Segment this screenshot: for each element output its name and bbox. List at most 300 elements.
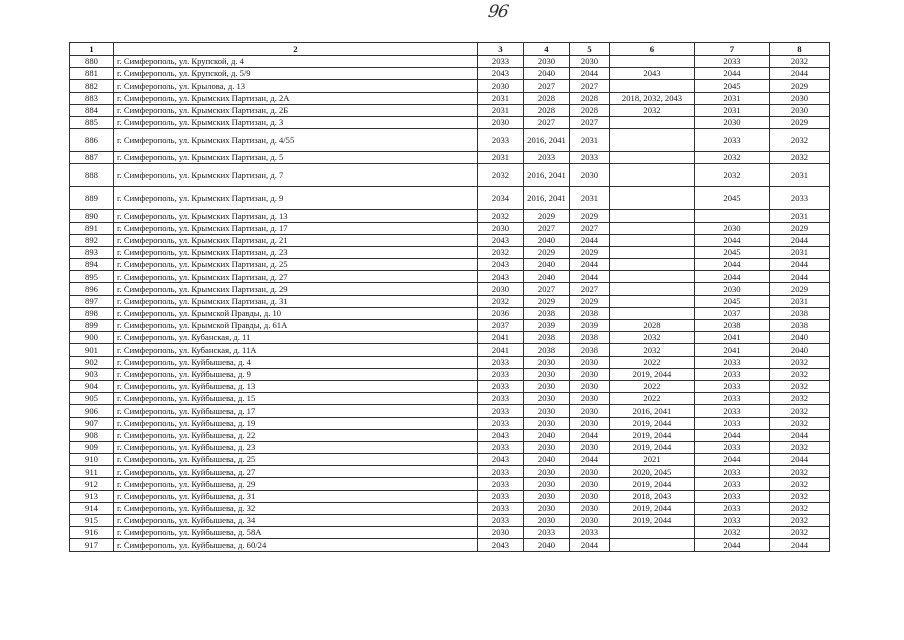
- col8-cell: 2044: [770, 429, 830, 441]
- address-cell: г. Симферополь, ул. Крымских Партизан, д. 7: [114, 164, 478, 187]
- col5-cell: 2027: [570, 80, 610, 92]
- col3-cell: 2041: [478, 344, 524, 356]
- col5-cell: 2027: [570, 283, 610, 295]
- col5-cell: 2044: [570, 454, 610, 466]
- col7-cell: 2045: [695, 187, 770, 210]
- col7-cell: 2030: [695, 116, 770, 128]
- table-row: [70, 80, 830, 92]
- col8-cell: 2040: [770, 344, 830, 356]
- col5-cell: 2030: [570, 393, 610, 405]
- row-number: 886: [70, 129, 114, 152]
- row-number: 892: [70, 234, 114, 246]
- col4-cell: 2030: [524, 380, 570, 392]
- table-row: [70, 393, 830, 405]
- header-cell: 8: [770, 43, 830, 56]
- row-number: 904: [70, 380, 114, 392]
- col7-cell: 2032: [695, 152, 770, 164]
- col8-cell: 2032: [770, 56, 830, 68]
- col5-cell: 2033: [570, 527, 610, 539]
- address-cell: г. Симферополь, ул. Крымских Партизан, д. 5: [114, 152, 478, 164]
- table-row: [70, 429, 830, 441]
- col5-cell: 2030: [570, 478, 610, 490]
- col5-cell: 2038: [570, 344, 610, 356]
- col6-cell: [610, 271, 695, 283]
- address-cell: г. Симферополь, ул. Куйбышева, д. 31: [114, 490, 478, 502]
- col5-cell: 2027: [570, 116, 610, 128]
- row-number: 893: [70, 246, 114, 258]
- col8-cell: 2032: [770, 393, 830, 405]
- row-number: 903: [70, 368, 114, 380]
- col7-cell: 2037: [695, 307, 770, 319]
- row-number: 890: [70, 210, 114, 222]
- col5-cell: 2039: [570, 320, 610, 332]
- col6-cell: 2022: [610, 380, 695, 392]
- col7-cell: 2044: [695, 454, 770, 466]
- col7-cell: 2033: [695, 502, 770, 514]
- row-number: 900: [70, 332, 114, 344]
- col4-cell: 2030: [524, 490, 570, 502]
- col6-cell: [610, 187, 695, 210]
- address-cell: г. Симферополь, ул. Куйбышева, д. 19: [114, 417, 478, 429]
- col6-cell: 2022: [610, 356, 695, 368]
- col7-cell: 2032: [695, 164, 770, 187]
- table-row: [70, 417, 830, 429]
- col8-cell: 2033: [770, 187, 830, 210]
- col4-cell: 2033: [524, 527, 570, 539]
- col7-cell: 2044: [695, 259, 770, 271]
- table-row: [70, 152, 830, 164]
- col8-cell: 2032: [770, 490, 830, 502]
- col6-cell: 2043: [610, 68, 695, 80]
- row-number: 902: [70, 356, 114, 368]
- col7-cell: 2044: [695, 234, 770, 246]
- col6-cell: 2019, 2044: [610, 515, 695, 527]
- address-cell: г. Симферополь, ул. Крымских Партизан, д. 17: [114, 222, 478, 234]
- col4-cell: 2030: [524, 405, 570, 417]
- row-number: 897: [70, 295, 114, 307]
- col5-cell: 2031: [570, 129, 610, 152]
- col7-cell: 2045: [695, 80, 770, 92]
- col8-cell: 2044: [770, 271, 830, 283]
- col3-cell: 2030: [478, 527, 524, 539]
- row-number: 896: [70, 283, 114, 295]
- col8-cell: 2040: [770, 332, 830, 344]
- table-row: [70, 539, 830, 551]
- address-cell: г. Симферополь, ул. Крымских Партизан, д. 2А: [114, 92, 478, 104]
- col3-cell: 2032: [478, 210, 524, 222]
- col6-cell: 2019, 2044: [610, 417, 695, 429]
- col5-cell: 2044: [570, 429, 610, 441]
- col3-cell: 2043: [478, 539, 524, 551]
- col5-cell: 2030: [570, 502, 610, 514]
- header-cell: 2: [114, 43, 478, 56]
- row-number: 905: [70, 393, 114, 405]
- col6-cell: 2020, 2045: [610, 466, 695, 478]
- col6-cell: 2019, 2044: [610, 368, 695, 380]
- col4-cell: 2040: [524, 271, 570, 283]
- row-number: 891: [70, 222, 114, 234]
- col4-cell: 2027: [524, 80, 570, 92]
- col7-cell: 2033: [695, 441, 770, 453]
- table-row: [70, 356, 830, 368]
- header-cell: 3: [478, 43, 524, 56]
- col3-cell: 2033: [478, 129, 524, 152]
- row-number: 884: [70, 104, 114, 116]
- col6-cell: [610, 246, 695, 258]
- address-cell: г. Симферополь, ул. Куйбышева, д. 15: [114, 393, 478, 405]
- table-row: [70, 259, 830, 271]
- col7-cell: 2033: [695, 466, 770, 478]
- table-row: [70, 405, 830, 417]
- col8-cell: 2029: [770, 283, 830, 295]
- col8-cell: 2030: [770, 92, 830, 104]
- col4-cell: 2039: [524, 320, 570, 332]
- col7-cell: 2033: [695, 129, 770, 152]
- col6-cell: 2021: [610, 454, 695, 466]
- row-number: 913: [70, 490, 114, 502]
- col8-cell: 2032: [770, 417, 830, 429]
- row-number: 899: [70, 320, 114, 332]
- header-row: [70, 43, 830, 56]
- col3-cell: 2033: [478, 56, 524, 68]
- col6-cell: [610, 295, 695, 307]
- col6-cell: 2018, 2043: [610, 490, 695, 502]
- page-number: 96: [486, 2, 510, 22]
- col8-cell: 2044: [770, 454, 830, 466]
- table-row: [70, 490, 830, 502]
- header-cell: 6: [610, 43, 695, 56]
- table-row: [70, 478, 830, 490]
- col8-cell: 2044: [770, 539, 830, 551]
- col3-cell: 2031: [478, 152, 524, 164]
- col4-cell: 2030: [524, 478, 570, 490]
- col8-cell: 2030: [770, 104, 830, 116]
- col8-cell: 2044: [770, 234, 830, 246]
- table-row: [70, 307, 830, 319]
- row-number: 907: [70, 417, 114, 429]
- col5-cell: 2030: [570, 56, 610, 68]
- address-cell: г. Симферополь, ул. Куйбышева, д. 29: [114, 478, 478, 490]
- table-row: [70, 222, 830, 234]
- table-row: [70, 164, 830, 187]
- table-row: [70, 129, 830, 152]
- col7-cell: 2033: [695, 478, 770, 490]
- address-cell: г. Симферополь, ул. Крымских Партизан, д. 3: [114, 116, 478, 128]
- col4-cell: 2030: [524, 56, 570, 68]
- col5-cell: 2038: [570, 332, 610, 344]
- col7-cell: 2030: [695, 283, 770, 295]
- col8-cell: 2032: [770, 152, 830, 164]
- col5-cell: 2044: [570, 271, 610, 283]
- table-row: [70, 210, 830, 222]
- address-cell: г. Симферополь, ул. Крымской Правды, д. 61А: [114, 320, 478, 332]
- address-cell: г. Симферополь, ул. Куйбышева, д. 22: [114, 429, 478, 441]
- header-cell: 7: [695, 43, 770, 56]
- col5-cell: 2030: [570, 417, 610, 429]
- col8-cell: 2029: [770, 116, 830, 128]
- col4-cell: 2016, 2041: [524, 129, 570, 152]
- address-cell: г. Симферополь, ул. Кубанская, д. 11А: [114, 344, 478, 356]
- col4-cell: 2040: [524, 234, 570, 246]
- col3-cell: 2043: [478, 271, 524, 283]
- col3-cell: 2036: [478, 307, 524, 319]
- table-row: [70, 187, 830, 210]
- col4-cell: 2030: [524, 368, 570, 380]
- row-number: 881: [70, 68, 114, 80]
- col3-cell: 2037: [478, 320, 524, 332]
- address-cell: г. Симферополь, ул. Куйбышева, д. 4: [114, 356, 478, 368]
- col8-cell: 2031: [770, 164, 830, 187]
- address-cell: г. Симферополь, ул. Крымских Партизан, д. 9: [114, 187, 478, 210]
- col7-cell: 2033: [695, 515, 770, 527]
- col6-cell: [610, 539, 695, 551]
- header-cell: 1: [70, 43, 114, 56]
- col6-cell: 2019, 2044: [610, 478, 695, 490]
- table-row: [70, 380, 830, 392]
- col6-cell: [610, 527, 695, 539]
- address-cell: г. Симферополь, ул. Куйбышева, д. 34: [114, 515, 478, 527]
- table-row: [70, 454, 830, 466]
- table-row: [70, 368, 830, 380]
- col3-cell: 2041: [478, 332, 524, 344]
- address-cell: г. Симферополь, ул. Крымских Партизан, д. 2Б: [114, 104, 478, 116]
- address-cell: г. Симферополь, ул. Крымских Партизан, д. 25: [114, 259, 478, 271]
- table-row: [70, 104, 830, 116]
- address-cell: г. Симферополь, ул. Куйбышева, д. 60/24: [114, 539, 478, 551]
- col3-cell: 2033: [478, 405, 524, 417]
- table-row: [70, 515, 830, 527]
- col8-cell: 2032: [770, 380, 830, 392]
- col4-cell: 2029: [524, 246, 570, 258]
- col8-cell: 2044: [770, 259, 830, 271]
- col6-cell: 2032: [610, 344, 695, 356]
- col3-cell: 2033: [478, 356, 524, 368]
- col3-cell: 2033: [478, 380, 524, 392]
- schedule-table: [69, 42, 830, 552]
- col5-cell: 2044: [570, 68, 610, 80]
- row-number: 883: [70, 92, 114, 104]
- table-row: [70, 332, 830, 344]
- address-cell: г. Симферополь, ул. Куйбышева, д. 13: [114, 380, 478, 392]
- col8-cell: 2029: [770, 80, 830, 92]
- col3-cell: 2030: [478, 222, 524, 234]
- col3-cell: 2043: [478, 454, 524, 466]
- col4-cell: 2040: [524, 454, 570, 466]
- col8-cell: 2029: [770, 222, 830, 234]
- table-row: [70, 344, 830, 356]
- col7-cell: 2030: [695, 222, 770, 234]
- col4-cell: 2030: [524, 417, 570, 429]
- col7-cell: 2033: [695, 417, 770, 429]
- col3-cell: 2043: [478, 68, 524, 80]
- address-cell: г. Симферополь, ул. Крымских Партизан, д. 27: [114, 271, 478, 283]
- col5-cell: 2044: [570, 259, 610, 271]
- col5-cell: 2030: [570, 405, 610, 417]
- col5-cell: 2027: [570, 222, 610, 234]
- row-number: 912: [70, 478, 114, 490]
- col7-cell: 2044: [695, 539, 770, 551]
- address-cell: г. Симферополь, ул. Кубанская, д. 11: [114, 332, 478, 344]
- col3-cell: 2043: [478, 234, 524, 246]
- col7-cell: 2032: [695, 527, 770, 539]
- col3-cell: 2033: [478, 502, 524, 514]
- col6-cell: [610, 210, 695, 222]
- col3-cell: 2033: [478, 466, 524, 478]
- col4-cell: 2040: [524, 429, 570, 441]
- col7-cell: 2033: [695, 405, 770, 417]
- col5-cell: 2029: [570, 210, 610, 222]
- col5-cell: 2029: [570, 295, 610, 307]
- col3-cell: 2034: [478, 187, 524, 210]
- col4-cell: 2016, 2041: [524, 164, 570, 187]
- table-row: [70, 441, 830, 453]
- table-row: [70, 68, 830, 80]
- col5-cell: 2030: [570, 490, 610, 502]
- col4-cell: 2038: [524, 332, 570, 344]
- col8-cell: 2032: [770, 441, 830, 453]
- col8-cell: 2038: [770, 307, 830, 319]
- col6-cell: 2016, 2041: [610, 405, 695, 417]
- col7-cell: 2045: [695, 295, 770, 307]
- col7-cell: 2044: [695, 271, 770, 283]
- col3-cell: 2030: [478, 283, 524, 295]
- col6-cell: [610, 222, 695, 234]
- col5-cell: 2028: [570, 104, 610, 116]
- address-cell: г. Симферополь, ул. Крымских Партизан, д. 21: [114, 234, 478, 246]
- address-cell: г. Симферополь, ул. Куйбышева, д. 17: [114, 405, 478, 417]
- col5-cell: 2030: [570, 356, 610, 368]
- col3-cell: 2031: [478, 104, 524, 116]
- col6-cell: 2028: [610, 320, 695, 332]
- row-number: 889: [70, 187, 114, 210]
- col3-cell: 2033: [478, 515, 524, 527]
- col3-cell: 2033: [478, 393, 524, 405]
- col8-cell: 2031: [770, 210, 830, 222]
- address-cell: г. Симферополь, ул. Крымских Партизан, д. 13: [114, 210, 478, 222]
- col5-cell: 2028: [570, 92, 610, 104]
- col6-cell: [610, 164, 695, 187]
- row-number: 887: [70, 152, 114, 164]
- col4-cell: 2030: [524, 393, 570, 405]
- col4-cell: 2030: [524, 515, 570, 527]
- col8-cell: 2032: [770, 405, 830, 417]
- col3-cell: 2031: [478, 92, 524, 104]
- col4-cell: 2029: [524, 295, 570, 307]
- col7-cell: 2033: [695, 490, 770, 502]
- col8-cell: 2031: [770, 246, 830, 258]
- col6-cell: [610, 80, 695, 92]
- col4-cell: 2027: [524, 116, 570, 128]
- table-row: [70, 295, 830, 307]
- col3-cell: 2033: [478, 441, 524, 453]
- col3-cell: 2032: [478, 246, 524, 258]
- address-cell: г. Симферополь, ул. Куйбышева, д. 32: [114, 502, 478, 514]
- row-number: 901: [70, 344, 114, 356]
- col3-cell: 2043: [478, 259, 524, 271]
- col4-cell: 2040: [524, 539, 570, 551]
- address-cell: г. Симферополь, ул. Крымских Партизан, д. 29: [114, 283, 478, 295]
- table-body: [70, 56, 830, 552]
- table-row: [70, 246, 830, 258]
- col6-cell: [610, 234, 695, 246]
- col8-cell: 2038: [770, 320, 830, 332]
- col3-cell: 2030: [478, 116, 524, 128]
- table-row: [70, 56, 830, 68]
- col3-cell: 2033: [478, 478, 524, 490]
- col3-cell: 2030: [478, 80, 524, 92]
- address-cell: г. Симферополь, ул. Крымских Партизан, д. 31: [114, 295, 478, 307]
- col7-cell: [695, 210, 770, 222]
- col6-cell: 2032: [610, 104, 695, 116]
- col6-cell: [610, 283, 695, 295]
- col6-cell: [610, 129, 695, 152]
- table-row: [70, 234, 830, 246]
- col6-cell: [610, 56, 695, 68]
- row-number: 916: [70, 527, 114, 539]
- col4-cell: 2030: [524, 502, 570, 514]
- col4-cell: 2030: [524, 356, 570, 368]
- row-number: 910: [70, 454, 114, 466]
- col8-cell: 2032: [770, 368, 830, 380]
- col7-cell: 2031: [695, 104, 770, 116]
- table-row: [70, 502, 830, 514]
- col6-cell: 2019, 2044: [610, 441, 695, 453]
- col4-cell: 2040: [524, 68, 570, 80]
- address-cell: г. Симферополь, ул. Крупской, д. 5/9: [114, 68, 478, 80]
- table-row: [70, 116, 830, 128]
- row-number: 880: [70, 56, 114, 68]
- col4-cell: 2040: [524, 259, 570, 271]
- table-row: [70, 271, 830, 283]
- col7-cell: 2038: [695, 320, 770, 332]
- col5-cell: 2030: [570, 164, 610, 187]
- col7-cell: 2033: [695, 380, 770, 392]
- address-cell: г. Симферополь, ул. Куйбышева, д. 9: [114, 368, 478, 380]
- row-number: 894: [70, 259, 114, 271]
- row-number: 911: [70, 466, 114, 478]
- col6-cell: [610, 152, 695, 164]
- row-number: 885: [70, 116, 114, 128]
- col5-cell: 2030: [570, 368, 610, 380]
- address-cell: г. Симферополь, ул. Крылова, д. 13: [114, 80, 478, 92]
- col6-cell: 2019, 2044: [610, 429, 695, 441]
- col8-cell: 2032: [770, 478, 830, 490]
- col7-cell: 2033: [695, 56, 770, 68]
- col8-cell: 2032: [770, 515, 830, 527]
- col8-cell: 2032: [770, 356, 830, 368]
- table-row: [70, 92, 830, 104]
- address-cell: г. Симферополь, ул. Крымской Правды, д. 10: [114, 307, 478, 319]
- table-row: [70, 283, 830, 295]
- col7-cell: 2044: [695, 429, 770, 441]
- col3-cell: 2043: [478, 429, 524, 441]
- col6-cell: 2032: [610, 332, 695, 344]
- row-number: 914: [70, 502, 114, 514]
- col5-cell: 2044: [570, 234, 610, 246]
- row-number: 917: [70, 539, 114, 551]
- col4-cell: 2029: [524, 210, 570, 222]
- col7-cell: 2045: [695, 246, 770, 258]
- col4-cell: 2030: [524, 441, 570, 453]
- row-number: 906: [70, 405, 114, 417]
- address-cell: г. Симферополь, ул. Куйбышева, д. 58А: [114, 527, 478, 539]
- col7-cell: 2033: [695, 393, 770, 405]
- row-number: 888: [70, 164, 114, 187]
- col6-cell: 2022: [610, 393, 695, 405]
- table-row: [70, 527, 830, 539]
- col7-cell: 2041: [695, 332, 770, 344]
- col7-cell: 2033: [695, 368, 770, 380]
